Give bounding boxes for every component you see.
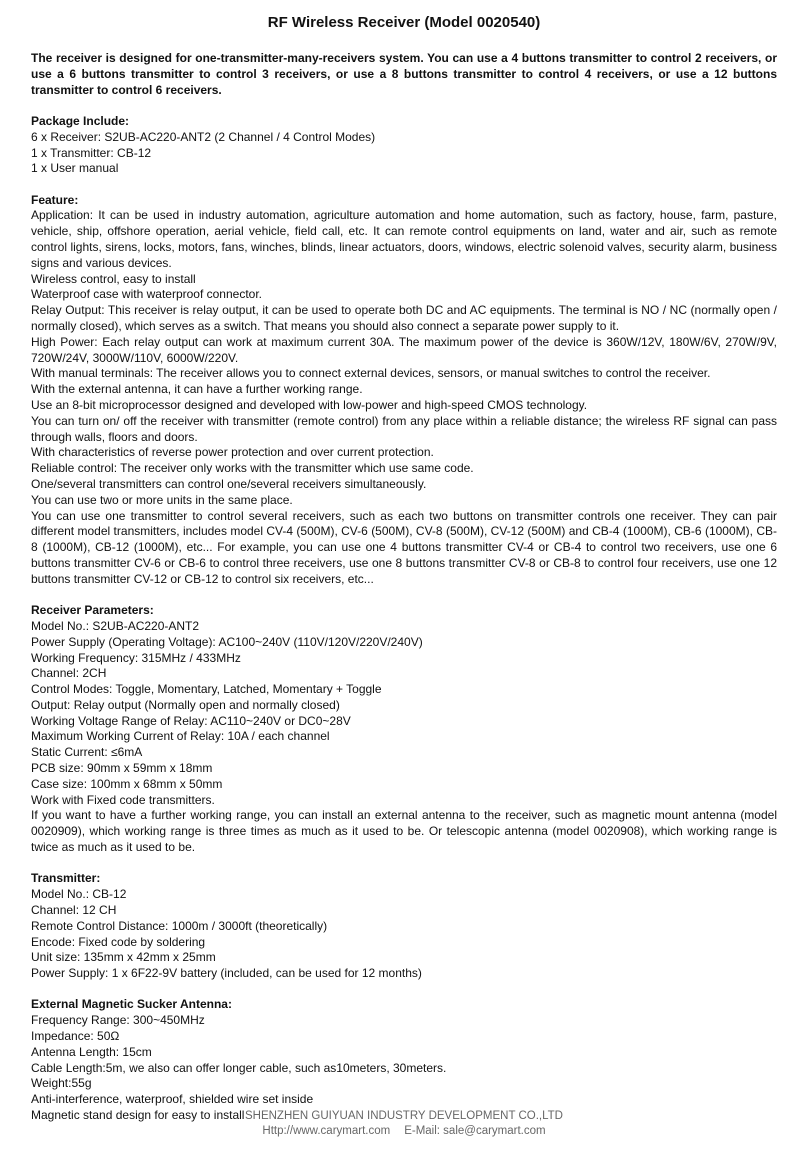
section <box>31 997 777 1123</box>
document-sections <box>31 114 777 1124</box>
section-line: High Power: Each relay output can work at maximum current 30A. The maximum power of the device is 360W/12V, 180W/6V, 270W/9V, 720W/24V, 3000W/110V, 6000W/220V. <box>31 334 777 365</box>
section-line: Working Frequency: 315MHz / 433MHz <box>31 650 241 665</box>
section-line: Weight:55g <box>31 1076 92 1091</box>
section-line: 1 x Transmitter: CB-12 <box>31 145 152 160</box>
section-line: Static Current: ≤6mA <box>31 745 143 760</box>
footer-website: Http://www.carymart.com <box>262 1125 391 1137</box>
section-line: With the external antenna, it can have a further working range. <box>31 382 363 397</box>
section-heading: Receiver Parameters: <box>31 603 154 618</box>
section-line: Frequency Range: 300~450MHz <box>31 1013 205 1028</box>
section-heading: Feature: <box>31 192 79 207</box>
footer-email: E-Mail: sale@carymart.com <box>404 1125 546 1137</box>
section-heading: External Magnetic Sucker Antenna: <box>31 997 232 1012</box>
section-line: Reliable control: The receiver only works with the transmitter which use same code. <box>31 461 474 476</box>
section-line: If you want to have a further working range, you can install an external antenna to the receiver, such as magnetic mount antenna (model 0020909), which working range is three times as much as it used to be. Or telescopic antenna (model 0020908), which working range is twice as much as it used to be. <box>31 808 777 855</box>
section <box>31 193 777 588</box>
section-line: Application: It can be used in industry automation, agriculture automation and home automation, such as factory, house, farm, pasture, vehicle, ship, offshore operation, aerial vehicle, field call, etc. It can remote control equipments on land, water and air, such as remote control lights, sirens, locks, motors, fans, winches, blinds, linear actuators, doors, windows, electric solenoid valves, security alarm, business signs and various devices. <box>31 208 777 270</box>
section-line: Encode: Fixed code by soldering <box>31 934 206 949</box>
section-line: Waterproof case with waterproof connector. <box>31 287 262 302</box>
section-line: Channel: 2CH <box>31 666 107 681</box>
section-line: Wireless control, easy to install <box>31 271 196 286</box>
section-line: Unit size: 135mm x 42mm x 25mm <box>31 950 216 965</box>
section-line: Maximum Working Current of Relay: 10A / each channel <box>31 729 330 744</box>
section-line: Model No.: CB-12 <box>31 887 127 902</box>
section-line: Power Supply: 1 x 6F22-9V battery (included, can be used for 12 months) <box>31 966 422 981</box>
section-line: Control Modes: Toggle, Momentary, Latched, Momentary + Toggle <box>31 682 382 697</box>
section-line: Case size: 100mm x 68mm x 50mm <box>31 776 223 791</box>
section-line: Working Voltage Range of Relay: AC110~240V or DC0~28V <box>31 713 351 728</box>
section-line: Magnetic stand design for easy to install <box>31 1108 245 1123</box>
section-line: You can use one transmitter to control several receivers, such as each two buttons on transmitter controls one receiver. They can pair different model transmitters, includes model CV-4 (500M), CV-6 (500M), CV-8 (500M), CV-12 (500M) and CB-4 (1000M), CB-6 (1000M), CB-8 (1000M), CB-12 (1000M), etc... For example, you can use one 4 buttons transmitter CV-4 or CB-4 to control two receivers, use one 6 buttons transmitter CV-6 or CB-6 to control three receivers, use one 8 buttons transmitter CV-8 or CB-8 to control four receivers, use one 12 buttons transmitter CV-12 or CB-12 to control six receivers, etc... <box>31 508 777 586</box>
intro-paragraph: The receiver is designed for one-transmitter-many-receivers system. You can use a 4 buttons transmitter to control 2 receivers, or use a 6 buttons transmitter to control 3 receivers, or use a 8 buttons transmitter to control 4 receivers, or use a 12 buttons transmitter to control 6 receivers. <box>31 51 777 97</box>
section-heading: Package Include: <box>31 114 130 128</box>
section-line: One/several transmitters can control one/several receivers simultaneously. <box>31 477 427 492</box>
section-heading: Transmitter: <box>31 871 101 886</box>
section-line: Remote Control Distance: 1000m / 3000ft (theoretically) <box>31 918 328 933</box>
section-line: Channel: 12 CH <box>31 902 117 917</box>
section-line: Work with Fixed code transmitters. <box>31 792 215 807</box>
document-title: RF Wireless Receiver (Model 0020540) <box>267 14 541 31</box>
section <box>31 871 777 982</box>
page-footer <box>0 1109 808 1139</box>
section-line: Impedance: 50Ω <box>31 1029 120 1044</box>
section-line: Model No.: S2UB-AC220-ANT2 <box>31 618 200 633</box>
section-line: With manual terminals: The receiver allows you to connect external devices, sensors, or manual switches to control the receiver. <box>31 366 711 381</box>
footer-contact <box>0 1124 808 1139</box>
section-line: PCB size: 90mm x 59mm x 18mm <box>31 761 213 776</box>
section-line: Antenna Length: 15cm <box>31 1044 152 1059</box>
section-line: Anti-interference, waterproof, shielded wire set inside <box>31 1092 314 1107</box>
section-line: 6 x Receiver: S2UB-AC220-ANT2 (2 Channel / 4 Control Modes) <box>31 129 376 144</box>
section-line: Output: Relay output (Normally open and normally closed) <box>31 697 340 712</box>
section <box>31 114 777 177</box>
section-line: Relay Output: This receiver is relay output, it can be used to operate both DC and AC equipments. The terminal is NO / NC (normally open / normally closed), which serves as a switch. That means you should also connect a separate power supply to it. <box>31 303 777 334</box>
section-line: Cable Length:5m, we also can offer longer cable, such as10meters, 30meters. <box>31 1060 447 1075</box>
section-line: Power Supply (Operating Voltage): AC100~240V (110V/120V/220V/240V) <box>31 634 423 649</box>
section-line: You can use two or more units in the same place. <box>31 492 293 507</box>
section-line: You can turn on/ off the receiver with transmitter (remote control) from any place within a reliable distance; the wireless RF signal can pass through walls, floors and doors. <box>31 413 777 444</box>
section-line: Use an 8-bit microprocessor designed and developed with low-power and high-speed CMOS technology. <box>31 398 588 413</box>
section <box>31 603 777 856</box>
footer-company: SHENZHEN GUIYUAN INDUSTRY DEVELOPMENT CO.,LTD <box>244 1110 563 1122</box>
section-line: 1 x User manual <box>31 161 119 176</box>
document-page <box>31 14 777 1139</box>
section-line: With characteristics of reverse power protection and over current protection. <box>31 445 434 460</box>
